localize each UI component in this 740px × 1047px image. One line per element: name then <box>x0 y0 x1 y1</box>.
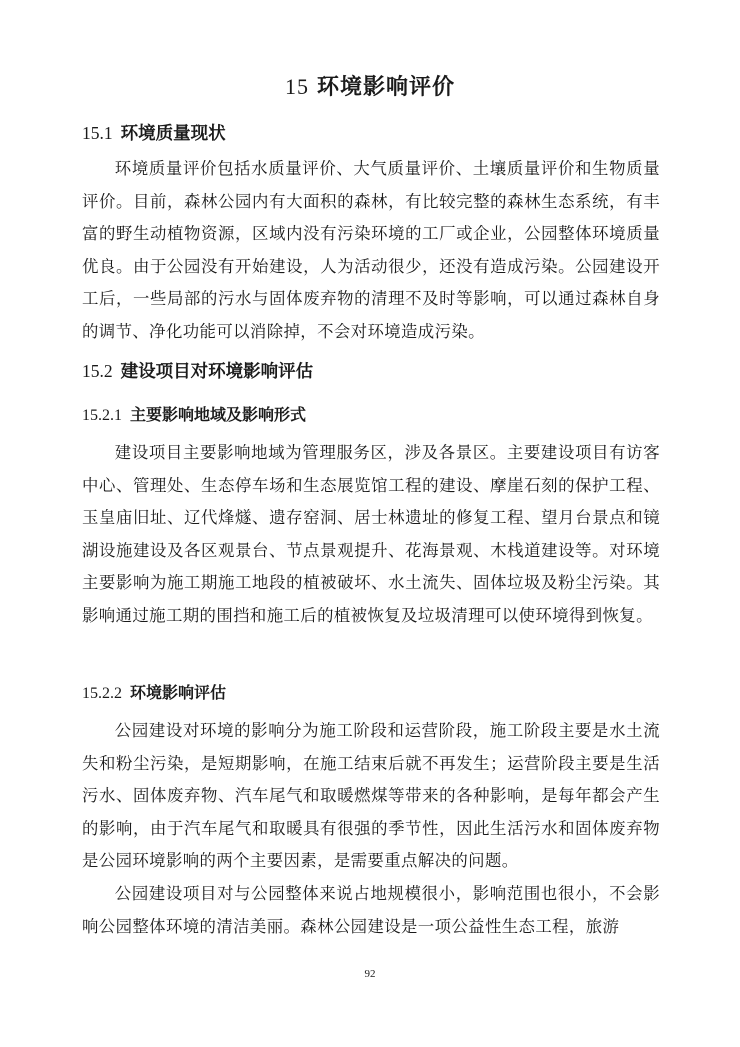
chapter-title <box>0 70 740 101</box>
section-heading-15-2 <box>82 358 313 383</box>
subsection-number: 15.2.2 <box>82 685 122 702</box>
subsection-title: 环境影响评估 <box>130 683 227 702</box>
subsection-heading-15-2-2 <box>82 680 226 703</box>
section-number: 15.1 <box>82 123 113 143</box>
section-title: 建设项目对环境影响评估 <box>120 362 314 382</box>
page-number: 92 <box>364 968 376 980</box>
chapter-number: 15 <box>284 74 309 99</box>
subsection-number: 15.2.1 <box>82 407 122 424</box>
section-heading-15-1 <box>82 120 226 145</box>
paragraph: 公园建设对环境的影响分为施工阶段和运营阶段，施工阶段主要是水土流失和粉尘污染，是短期影响，在施工结束后就不再发生；运营阶段主要是生活污水、固体废弃物、汽车尾气和取暖燃煤等带来的各种影响，是每年都会产生的影响，由于汽车尾气和取暖具有很强的季节性，因此生活污水和固体废弃物是公园环境影响的两个主要因素，是需要重点解决的问题。 <box>82 721 660 870</box>
chapter-title-text: 环境影响评价 <box>316 75 455 100</box>
section-number: 15.2 <box>82 361 113 381</box>
paragraph: 环境质量评价包括水质量评价、大气质量评价、土壤质量评价和生物质量评价。目前，森林公园内有大面积的森林，有比较完整的森林生态系统，有丰富的野生动植物资源，区域内没有污染环境的工厂或企业，公园整体环境质量优良。由于公园没有开始建设，人为活动很少，还没有造成污染。公园建设开工后，一些局部的污水与固体废弃物的清理不及时等影响，可以通过森林自身的调节、净化功能可以消除掉，不会对环境造成污染。 <box>82 159 660 341</box>
paragraph: 公园建设项目对与公园整体来说占地规模很小，影响范围也很小，不会影响公园整体环境的清洁美丽。森林公园建设是一项公益性生态工程，旅游 <box>82 884 660 936</box>
paragraph: 建设项目主要影响地域为管理服务区，涉及各景区。主要建设项目有访客中心、管理处、生态停车场和生态展览馆工程的建设、摩崖石刻的保护工程、玉皇庙旧址、辽代烽燧、遗存窑洞、居士林遗址的修复工程、望月台景点和镜湖设施建设及各区观景台、节点景观提升、花海景观、木栈道建设等。对环境主要影响为施工期施工地段的植被破坏、水土流失、固体垃圾及粉尘污染。其影响通过施工期的围挡和施工后的植被恢复及垃圾清理可以使环境得到恢复。 <box>82 443 660 625</box>
subsection-title: 主要影响地域及影响形式 <box>130 405 307 424</box>
subsection-heading-15-2-1 <box>82 402 306 425</box>
section-title: 环境质量现状 <box>120 124 226 144</box>
